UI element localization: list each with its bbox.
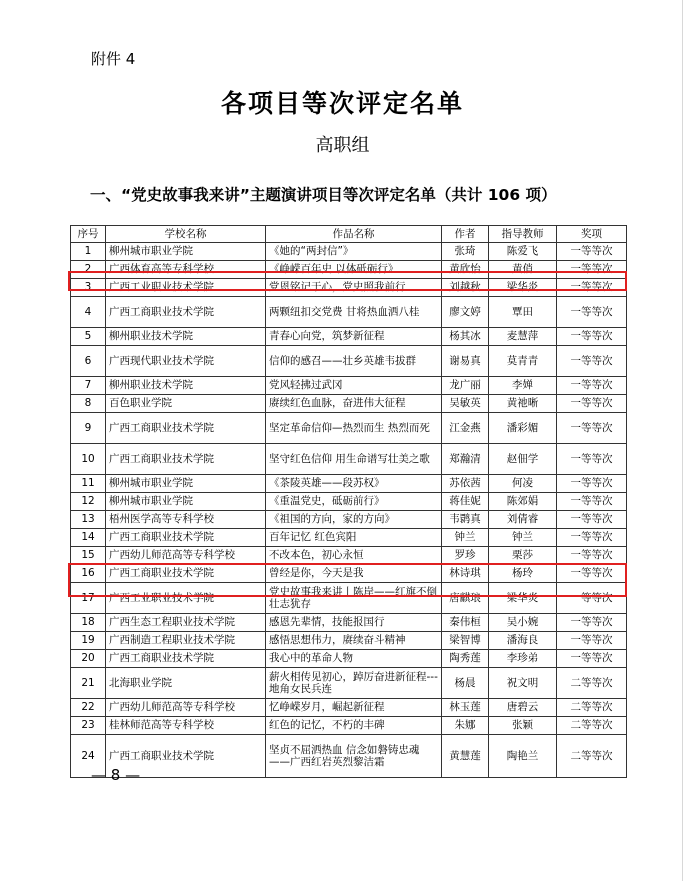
cell-school: 广西工业职业技术学院: [106, 279, 266, 297]
table-header-row: [71, 226, 627, 243]
cell-author: 张琦: [442, 243, 489, 261]
page-number: — 8 —: [91, 766, 141, 784]
cell-work: 青春心向党，筑梦新征程: [266, 328, 442, 346]
cell-no: 16: [71, 565, 106, 583]
cell-teacher: 杨玲: [489, 565, 557, 583]
table-row: [71, 413, 627, 444]
cell-work: 百年记忆 红色宾阳: [266, 529, 442, 547]
cell-teacher: 潘海良: [489, 632, 557, 650]
cell-school: 广西生态工程职业技术学院: [106, 614, 266, 632]
cell-no: 1: [71, 243, 106, 261]
cell-author: 蒋佳妮: [442, 493, 489, 511]
table-row: [71, 297, 627, 328]
table-row: [71, 547, 627, 565]
cell-award: 二等等次: [557, 699, 627, 717]
cell-teacher: 梁华炎: [489, 583, 557, 614]
document-title: 各项目等次评定名单: [220, 89, 464, 118]
cell-school: 桂林师范高等专科学校: [106, 717, 266, 735]
cell-award: 一等等次: [557, 261, 627, 279]
cell-no: 20: [71, 650, 106, 668]
header-no: 序号: [71, 226, 106, 243]
cell-no: 6: [71, 346, 106, 377]
cell-no: 12: [71, 493, 106, 511]
cell-teacher: 黄祂晰: [489, 395, 557, 413]
header-work: 作品名称: [266, 226, 442, 243]
cell-school: 广西工商职业技术学院: [106, 529, 266, 547]
cell-author: 秦伟桓: [442, 614, 489, 632]
header-teacher: 指导教师: [489, 226, 557, 243]
cell-school: 广西工商职业技术学院: [106, 444, 266, 475]
cell-author: 唐麒琅: [442, 583, 489, 614]
table-row: [71, 717, 627, 735]
table-row: [71, 444, 627, 475]
header-author: 作者: [442, 226, 489, 243]
cell-work: 忆峥嵘岁月，崛起新征程: [266, 699, 442, 717]
cell-award: 一等等次: [557, 529, 627, 547]
cell-work: 薪火相传见初心，踔厉奋进新征程---地角女民兵连: [266, 668, 442, 699]
cell-author: 梁智博: [442, 632, 489, 650]
cell-teacher: 刘倩睿: [489, 511, 557, 529]
cell-work: 我心中的革命人物: [266, 650, 442, 668]
cell-school: 百色职业学院: [106, 395, 266, 413]
attachment-label: 附件 4: [91, 50, 136, 68]
cell-no: 3: [71, 279, 106, 297]
cell-award: 二等等次: [557, 735, 627, 778]
table-row: [71, 668, 627, 699]
cell-teacher: 黄俏: [489, 261, 557, 279]
cell-school: 广西工商职业技术学院: [106, 650, 266, 668]
cell-no: 10: [71, 444, 106, 475]
cell-author: 杨其冰: [442, 328, 489, 346]
table-row: [71, 243, 627, 261]
cell-teacher: 莫青青: [489, 346, 557, 377]
header-school: 学校名称: [106, 226, 266, 243]
cell-school: 柳州城市职业学院: [106, 243, 266, 261]
cell-work: 党风轻拂过武冈: [266, 377, 442, 395]
cell-work: 感恩先辈情，技能报国行: [266, 614, 442, 632]
cell-work: 《茶陵英雄——段苏权》: [266, 475, 442, 493]
cell-teacher: 麦慧萍: [489, 328, 557, 346]
cell-award: 一等等次: [557, 547, 627, 565]
cell-work: 信仰的感召——壮乡英雄韦拔群: [266, 346, 442, 377]
cell-award: 一等等次: [557, 614, 627, 632]
table-row: [71, 632, 627, 650]
cell-award: 一等等次: [557, 475, 627, 493]
cell-school: 柳州职业技术学院: [106, 377, 266, 395]
cell-no: 9: [71, 413, 106, 444]
cell-work: 《重温党史，砥砺前行》: [266, 493, 442, 511]
cell-teacher: 祝文明: [489, 668, 557, 699]
cell-teacher: 张颖: [489, 717, 557, 735]
cell-no: 5: [71, 328, 106, 346]
cell-no: 22: [71, 699, 106, 717]
cell-author: 陶秀莲: [442, 650, 489, 668]
cell-work: 《祖国的方向，家的方向》: [266, 511, 442, 529]
cell-school: 广西工商职业技术学院: [106, 413, 266, 444]
cell-author: 吴敏英: [442, 395, 489, 413]
cell-award: 一等等次: [557, 511, 627, 529]
cell-no: 14: [71, 529, 106, 547]
cell-teacher: 李珍弟: [489, 650, 557, 668]
cell-award: 二等等次: [557, 668, 627, 699]
cell-teacher: 陈郊娟: [489, 493, 557, 511]
cell-school: 广西工商职业技术学院: [106, 735, 266, 778]
cell-author: 江金燕: [442, 413, 489, 444]
cell-award: 一等等次: [557, 650, 627, 668]
cell-no: 7: [71, 377, 106, 395]
cell-work: 感悟思想伟力，赓续奋斗精神: [266, 632, 442, 650]
cell-teacher: 李婵: [489, 377, 557, 395]
cell-author: 黄欣怡: [442, 261, 489, 279]
cell-school: 柳州城市职业学院: [106, 475, 266, 493]
cell-no: 8: [71, 395, 106, 413]
table-row: [71, 493, 627, 511]
cell-work: 曾经是你，今天是我: [266, 565, 442, 583]
cell-award: 一等等次: [557, 243, 627, 261]
cell-award: 一等等次: [557, 346, 627, 377]
cell-author: 杨晨: [442, 668, 489, 699]
cell-school: 柳州城市职业学院: [106, 493, 266, 511]
cell-teacher: 栗莎: [489, 547, 557, 565]
cell-work: 《她的“两封信”》: [266, 243, 442, 261]
cell-school: 广西体育高等专科学校: [106, 261, 266, 279]
cell-teacher: 覃田: [489, 297, 557, 328]
cell-award: 一等等次: [557, 493, 627, 511]
cell-work: 坚守红色信仰 用生命谱写壮美之歌: [266, 444, 442, 475]
cell-author: 黄慧莲: [442, 735, 489, 778]
cell-author: 罗珍: [442, 547, 489, 565]
cell-teacher: 钟兰: [489, 529, 557, 547]
cell-school: 广西制造工程职业技术学院: [106, 632, 266, 650]
cell-teacher: 赵佃学: [489, 444, 557, 475]
cell-teacher: 吴小婉: [489, 614, 557, 632]
cell-award: 一等等次: [557, 565, 627, 583]
cell-work: 赓续红色血脉，奋进伟大征程: [266, 395, 442, 413]
cell-school: 广西幼儿师范高等专科学校: [106, 699, 266, 717]
cell-teacher: 陶艳兰: [489, 735, 557, 778]
cell-school: 广西现代职业技术学院: [106, 346, 266, 377]
table-row: [71, 735, 627, 778]
cell-no: 13: [71, 511, 106, 529]
cell-author: 朱娜: [442, 717, 489, 735]
cell-author: 郑瀚清: [442, 444, 489, 475]
ranking-table: [70, 225, 627, 778]
cell-no: 11: [71, 475, 106, 493]
cell-teacher: 梁华炎: [489, 279, 557, 297]
cell-work: 坚定革命信仰—热烈而生 热烈而死: [266, 413, 442, 444]
cell-no: 24: [71, 735, 106, 778]
cell-author: 苏依茜: [442, 475, 489, 493]
table-body: [71, 243, 627, 778]
cell-teacher: 潘彩媚: [489, 413, 557, 444]
cell-work: 党恩铭记于心，党史照我前行: [266, 279, 442, 297]
cell-no: 2: [71, 261, 106, 279]
cell-school: 广西工业职业技术学院: [106, 583, 266, 614]
cell-award: 一等等次: [557, 377, 627, 395]
cell-author: 林诗琪: [442, 565, 489, 583]
table-row: [71, 475, 627, 493]
cell-author: 廖文婷: [442, 297, 489, 328]
table-row: [71, 377, 627, 395]
cell-school: 柳州职业技术学院: [106, 328, 266, 346]
cell-award: 一等等次: [557, 444, 627, 475]
table-row: [71, 328, 627, 346]
cell-teacher: 陈爱飞: [489, 243, 557, 261]
table-row: [71, 614, 627, 632]
cell-award: 二等等次: [557, 717, 627, 735]
highlight-box-row-3: [68, 271, 627, 291]
cell-teacher: 唐碧云: [489, 699, 557, 717]
table-row: [71, 650, 627, 668]
cell-no: 23: [71, 717, 106, 735]
table-row: [71, 699, 627, 717]
cell-award: 一等等次: [557, 328, 627, 346]
cell-work: 不改本色，初心永恒: [266, 547, 442, 565]
cell-award: 一等等次: [557, 413, 627, 444]
cell-no: 17: [71, 583, 106, 614]
cell-award: 一等等次: [557, 632, 627, 650]
cell-school: 广西工商职业技术学院: [106, 565, 266, 583]
cell-no: 4: [71, 297, 106, 328]
cell-school: 梧州医学高等专科学校: [106, 511, 266, 529]
cell-author: 刘越秋: [442, 279, 489, 297]
cell-author: 林玉莲: [442, 699, 489, 717]
cell-no: 18: [71, 614, 106, 632]
cell-teacher: 何凌: [489, 475, 557, 493]
table-row: [71, 346, 627, 377]
header-award: 奖项: [557, 226, 627, 243]
cell-school: 广西幼儿师范高等专科学校: [106, 547, 266, 565]
cell-award: 一等等次: [557, 395, 627, 413]
cell-school: 广西工商职业技术学院: [106, 297, 266, 328]
cell-no: 21: [71, 668, 106, 699]
cell-work: 坚贞不屈洒热血 信念如磐铸忠魂——广西红岩英烈黎洁霜: [266, 735, 442, 778]
cell-award: 一等等次: [557, 583, 627, 614]
cell-award: 一等等次: [557, 279, 627, 297]
cell-author: 钟兰: [442, 529, 489, 547]
cell-no: 19: [71, 632, 106, 650]
cell-work: 党史故事我来讲丨陈岸——红旗不倒 壮志犹存: [266, 583, 442, 614]
cell-work: 两颗纽扣交党费 甘将热血洒八桂: [266, 297, 442, 328]
cell-author: 谢易真: [442, 346, 489, 377]
cell-no: 15: [71, 547, 106, 565]
document-subtitle: 高职组: [315, 135, 370, 156]
highlight-box-row-17: [68, 563, 627, 597]
cell-work: 红色的记忆，不朽的丰碑: [266, 717, 442, 735]
table-row: [71, 511, 627, 529]
cell-award: 一等等次: [557, 297, 627, 328]
cell-work: 《峥嵘百年史 以体砥砺行》: [266, 261, 442, 279]
table-row: [71, 529, 627, 547]
cell-author: 韦鹮真: [442, 511, 489, 529]
section-title: 一、“党史故事我来讲”主题演讲项目等次评定名单（共计 106 项）: [90, 186, 557, 204]
cell-author: 龙广丽: [442, 377, 489, 395]
cell-school: 北海职业学院: [106, 668, 266, 699]
table-row: [71, 395, 627, 413]
